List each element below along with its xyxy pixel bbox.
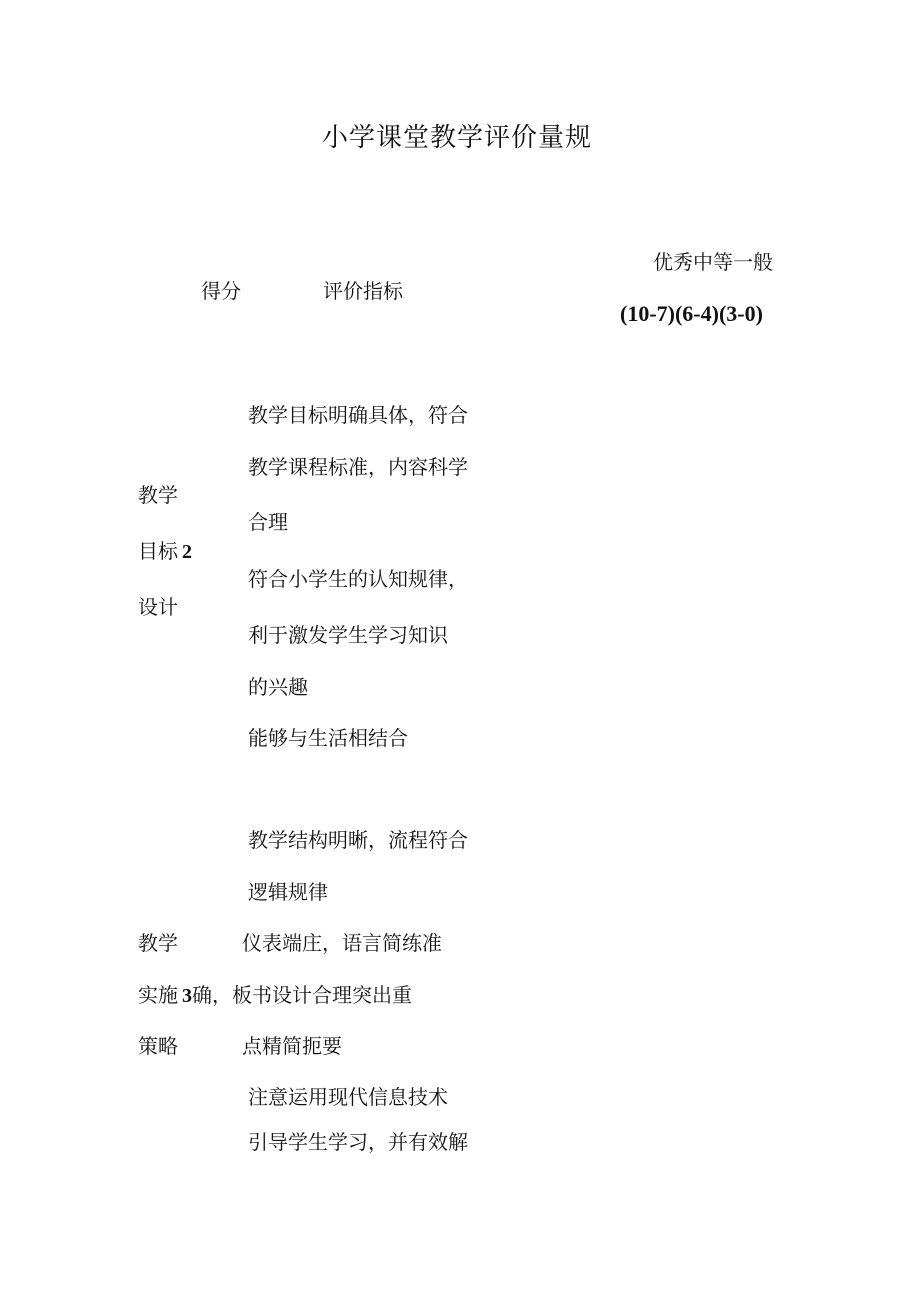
section2-criterion: 逻辑规律 xyxy=(248,880,328,904)
section2-category-text: 实施 xyxy=(138,983,178,1007)
section2-criterion: 引导学生学习，并有效解 xyxy=(248,1130,468,1154)
section2-criterion: 点精简扼要 xyxy=(242,1034,342,1058)
section1-category-text: 目标 xyxy=(138,539,178,563)
section1-criterion: 教学课程标准，内容科学 xyxy=(248,455,468,479)
section2-category-line3: 策略 xyxy=(138,1034,178,1058)
section1-criterion: 合理 xyxy=(248,510,288,534)
section2-criterion: 仪表端庄，语言简练准 xyxy=(242,931,442,955)
section2-criterion: 教学结构明晰，流程符合 xyxy=(248,828,468,852)
score-column-header: 得分 xyxy=(201,279,241,303)
section1-category-line3: 设计 xyxy=(138,595,178,619)
section1-category-line2 xyxy=(138,539,192,564)
page-title: 小学课堂教学评价量规 xyxy=(322,123,593,153)
section2-category-line1: 教学 xyxy=(138,931,178,955)
section1-weight: 2 xyxy=(182,541,192,563)
section1-criterion: 符合小学生的认知规律， xyxy=(248,567,468,591)
section1-category-line1: 教学 xyxy=(138,483,178,507)
section1-criterion: 能够与生活相结合 xyxy=(248,726,408,750)
section2-criterion: 确，板书设计合理突出重 xyxy=(192,983,412,1007)
rating-levels: 优秀中等一般 xyxy=(653,250,773,274)
section2-category-line2 xyxy=(138,983,412,1008)
indicator-column-header: 评价指标 xyxy=(323,279,403,303)
section1-criterion: 利于激发学生学习知识 xyxy=(248,623,448,647)
section1-criterion: 教学目标明确具体，符合 xyxy=(248,403,468,427)
score-ranges: (10-7)(6-4)(3-0) xyxy=(620,301,763,326)
section2-weight: 3 xyxy=(182,985,192,1007)
section1-criterion: 的兴趣 xyxy=(248,675,308,699)
section2-criterion: 注意运用现代信息技术 xyxy=(248,1085,448,1109)
